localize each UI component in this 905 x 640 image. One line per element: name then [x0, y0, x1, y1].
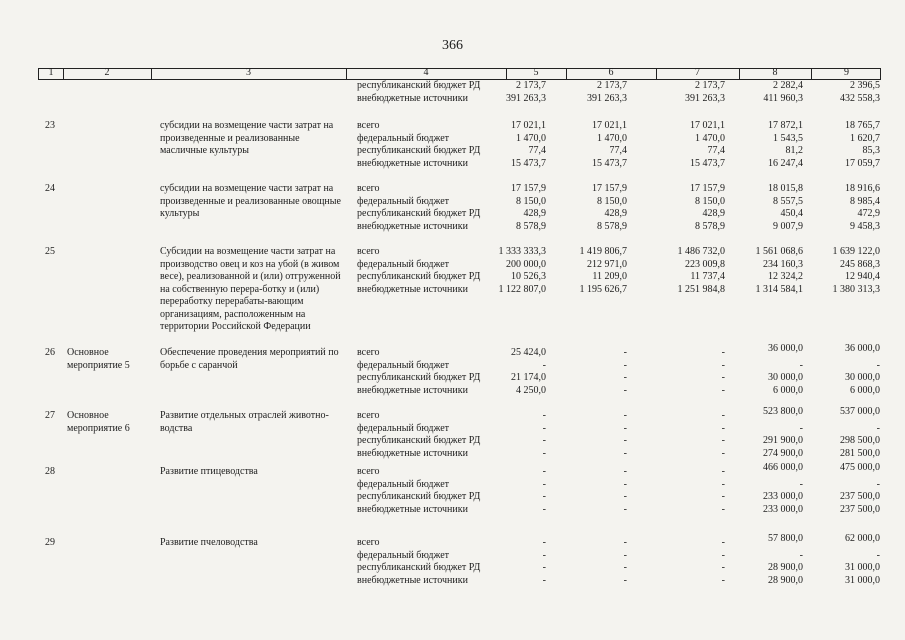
value-cell: - [799, 422, 803, 434]
value-cell: 245 868,3 [840, 258, 880, 270]
value-cell: 77,4 [609, 145, 627, 156]
value-cell: - [721, 359, 725, 371]
value-cell: 10 526,3 [511, 271, 546, 282]
value-cell: - [623, 372, 627, 383]
value-cell: 411 960,3 [763, 92, 803, 104]
funding-source-label: внебюджетные источники [357, 574, 468, 586]
value-cell: 428,9 [702, 208, 725, 219]
value-cell: 2 173,7 [695, 80, 725, 91]
value-cell: 25 424,0 [511, 347, 546, 358]
funding-source-label: федеральный бюджет [357, 132, 450, 144]
funding-source-label: всего [357, 347, 380, 358]
funding-source-label: республиканский бюджет РД [357, 208, 481, 219]
value-cell: 17 059,7 [845, 157, 880, 169]
value-cell: 30 000,0 [768, 372, 803, 383]
value-cell: 12 940,4 [845, 271, 880, 282]
value-cell: 1 639 122,0 [832, 246, 880, 257]
value-cell: - [799, 549, 803, 561]
value-cell: 57 800,0 [768, 533, 803, 544]
value-cell: - [721, 384, 725, 396]
funding-source-label: республиканский бюджет РД [357, 271, 481, 282]
value-cell: - [542, 466, 546, 477]
entry-title: Субсидии на возмещение части затрат на производство овец и коз на убой (в живом весе), реализованной и (или) отгруженной на собственную перера-ботку и (или) переработку перерабаты-вающим организациям, расположенным на территории Российской Федерации [160, 246, 341, 332]
value-cell: 8 150,0 [597, 195, 627, 207]
value-cell: 62 000,0 [845, 533, 880, 544]
value-cell: - [721, 491, 725, 502]
entry-title: субсидии на возмещение части затрат на произведенные и реализованные овощные культуры [160, 183, 341, 219]
value-cell: 15 473,7 [511, 157, 546, 169]
value-cell: 2 282,4 [773, 80, 803, 91]
value-cell: 428,9 [604, 208, 627, 219]
funding-source-label: внебюджетные источники [357, 447, 468, 459]
funding-source-label: федеральный бюджет [357, 258, 450, 270]
value-cell: - [542, 491, 546, 502]
value-cell: 1 620,7 [850, 132, 880, 144]
value-cell: 2 173,7 [597, 80, 627, 91]
value-cell: 1 380 313,3 [832, 283, 880, 295]
entry-number: 25 [45, 246, 55, 257]
value-cell: - [623, 549, 627, 561]
value-cell: 17 157,9 [690, 183, 725, 194]
value-cell: 1 251 984,8 [677, 283, 725, 295]
event-name: Основное мероприятие 5 [67, 347, 130, 371]
value-cell: 18 765,7 [845, 120, 880, 131]
value-cell: 1 333 333,3 [498, 246, 546, 257]
value-cell: - [721, 422, 725, 434]
value-cell: 472,9 [857, 208, 880, 219]
value-cell: 17 872,1 [768, 120, 803, 131]
value-cell: - [721, 372, 725, 383]
value-cell: - [542, 503, 546, 515]
value-cell: 1 543,5 [773, 132, 803, 144]
funding-source-label: внебюджетные источники [357, 384, 468, 396]
funding-source-label: всего [357, 410, 380, 421]
value-cell: 8 578,9 [597, 220, 627, 232]
value-cell: 466 000,0 [763, 462, 803, 473]
value-cell: 12 324,2 [768, 271, 803, 282]
value-cell: 21 174,0 [511, 372, 546, 383]
value-cell: 18 015,8 [768, 183, 803, 194]
funding-source-label: республиканский бюджет РД [357, 435, 481, 446]
funding-source-label: федеральный бюджет [357, 359, 450, 371]
column-header-7: 7 [695, 67, 700, 78]
value-cell: 391 263,3 [587, 92, 627, 104]
value-cell: - [623, 478, 627, 490]
value-cell: 8 150,0 [695, 195, 725, 207]
value-cell: 17 021,1 [511, 120, 546, 131]
value-cell: 18 916,6 [845, 183, 880, 194]
value-cell: 16 247,4 [768, 157, 803, 169]
value-cell: 233 000,0 [763, 503, 803, 515]
value-cell: - [542, 447, 546, 459]
value-cell: 77,4 [528, 145, 546, 156]
event-name: Основное мероприятие 6 [67, 410, 130, 434]
entry-title: Обеспечение проведения мероприятий по борьбе с саранчой [160, 347, 339, 371]
funding-source-label: всего [357, 537, 380, 548]
value-cell: 9 007,9 [773, 220, 803, 232]
value-cell: - [876, 478, 880, 490]
funding-source-label: всего [357, 183, 380, 194]
column-header-9: 9 [844, 67, 849, 78]
value-cell: 2 396,5 [850, 80, 880, 91]
column-header-8: 8 [772, 67, 778, 78]
funding-source-label: всего [357, 120, 380, 131]
value-cell: - [721, 466, 725, 477]
value-cell: - [721, 537, 725, 548]
value-cell: - [721, 574, 725, 586]
funding-source-label: федеральный бюджет [357, 195, 450, 207]
funding-source-label: внебюджетные источники [357, 283, 468, 295]
value-cell: - [623, 435, 627, 446]
value-cell: - [876, 359, 880, 371]
funding-source-label: внебюджетные источники [357, 92, 468, 104]
value-cell: - [623, 359, 627, 371]
value-cell: 212 971,0 [587, 258, 627, 270]
entry-number: 27 [45, 410, 55, 421]
value-cell: 237 500,0 [840, 503, 880, 515]
value-cell: 28 900,0 [768, 574, 803, 586]
value-cell: 223 009,8 [685, 258, 725, 270]
entry-title: Развитие пчеловодства [160, 537, 258, 548]
value-cell: 432 558,3 [840, 92, 880, 104]
value-cell: 17 021,1 [690, 120, 725, 131]
funding-source-label: федеральный бюджет [357, 422, 450, 434]
value-cell: 8 578,9 [695, 220, 725, 232]
value-cell: 15 473,7 [690, 157, 725, 169]
value-cell: 274 900,0 [763, 447, 803, 459]
value-cell: 1 195 626,7 [579, 283, 627, 295]
entry-title: Развитие отдельных отраслей животно-водства [160, 410, 329, 434]
value-cell: 291 900,0 [763, 435, 803, 446]
value-cell: 391 263,3 [506, 92, 546, 104]
value-cell: 523 800,0 [763, 406, 803, 417]
value-cell: 2 173,7 [516, 80, 546, 91]
value-cell: - [623, 503, 627, 515]
value-cell: - [542, 549, 546, 561]
value-cell: 17 157,9 [511, 183, 546, 194]
value-cell: 1 486 732,0 [677, 246, 725, 257]
value-cell: 9 458,3 [850, 220, 880, 232]
value-cell: 31 000,0 [845, 574, 880, 586]
value-cell: 1 314 584,1 [755, 283, 803, 295]
value-cell: - [623, 562, 627, 573]
value-cell: 233 000,0 [763, 491, 803, 502]
value-cell: 17 021,1 [592, 120, 627, 131]
value-cell: 475 000,0 [840, 462, 880, 473]
value-cell: 1 419 806,7 [579, 246, 627, 257]
value-cell: 1 470,0 [695, 132, 725, 144]
value-cell: 428,9 [523, 208, 546, 219]
entry-number: 28 [45, 466, 55, 477]
value-cell: 1 470,0 [516, 132, 546, 144]
value-cell: 1 561 068,6 [755, 246, 803, 257]
entry-title: субсидии на возмещение части затрат на произведенные и реализованные масличные культуры [160, 120, 334, 156]
funding-source-label: федеральный бюджет [357, 549, 450, 561]
value-cell: - [542, 562, 546, 573]
value-cell: - [542, 435, 546, 446]
value-cell: - [623, 491, 627, 502]
value-cell: - [623, 466, 627, 477]
value-cell: 8 985,4 [850, 195, 880, 207]
funding-source-label: всего [357, 246, 380, 257]
value-cell: - [542, 478, 546, 490]
entry-number: 26 [45, 347, 55, 358]
value-cell: 6 000,0 [773, 384, 803, 396]
value-cell: 8 578,9 [516, 220, 546, 232]
value-cell: - [721, 562, 725, 573]
value-cell: 81,2 [785, 145, 803, 156]
value-cell: - [623, 347, 627, 358]
column-header-2: 2 [104, 67, 110, 78]
value-cell: 77,4 [707, 145, 725, 156]
value-cell: 281 500,0 [840, 447, 880, 459]
value-cell: - [799, 359, 803, 371]
value-cell: - [623, 537, 627, 548]
value-cell: 8 557,5 [773, 195, 803, 207]
value-cell: - [721, 347, 725, 358]
value-cell: 237 500,0 [840, 491, 880, 502]
value-cell: - [799, 478, 803, 490]
value-cell: - [542, 574, 546, 586]
funding-source-label: республиканский бюджет РД [357, 491, 481, 502]
value-cell: - [721, 503, 725, 515]
entry-number: 23 [45, 120, 55, 131]
value-cell: - [721, 447, 725, 459]
value-cell: - [721, 410, 725, 421]
value-cell: 30 000,0 [845, 372, 880, 383]
funding-source-label: республиканский бюджет РД [357, 145, 481, 156]
value-cell: - [876, 549, 880, 561]
funding-source-label: внебюджетные источники [357, 503, 468, 515]
value-cell: 36 000,0 [845, 343, 880, 354]
value-cell: 450,4 [780, 208, 803, 219]
value-cell: 8 150,0 [516, 195, 546, 207]
column-header-4: 4 [423, 67, 429, 78]
value-cell: 31 000,0 [845, 562, 880, 573]
value-cell: 28 900,0 [768, 562, 803, 573]
column-header-5: 5 [533, 67, 539, 78]
value-cell: - [542, 422, 546, 434]
value-cell: 15 473,7 [592, 157, 627, 169]
value-cell: - [542, 410, 546, 421]
value-cell: - [623, 574, 627, 586]
value-cell: - [623, 410, 627, 421]
column-header-row [38, 68, 881, 80]
value-cell: 234 160,3 [763, 258, 803, 270]
entry-number: 24 [45, 183, 55, 194]
value-cell: - [542, 537, 546, 548]
value-cell: 4 250,0 [516, 384, 546, 396]
funding-source-label: республиканский бюджет РД [357, 80, 481, 91]
value-cell: 85,3 [862, 145, 880, 156]
value-cell: 11 737,4 [690, 271, 725, 282]
value-cell: 200 000,0 [506, 258, 546, 270]
entry-title: Развитие птицеводства [160, 466, 258, 477]
column-header-1: 1 [48, 67, 54, 78]
funding-source-label: республиканский бюджет РД [357, 372, 481, 383]
value-cell: - [542, 359, 546, 371]
value-cell: - [623, 422, 627, 434]
value-cell: - [623, 447, 627, 459]
funding-source-label: республиканский бюджет РД [357, 562, 481, 573]
value-cell: 1 470,0 [597, 132, 627, 144]
value-cell: - [876, 422, 880, 434]
value-cell: 537 000,0 [840, 406, 880, 417]
value-cell: 1 122 807,0 [498, 283, 546, 295]
funding-source-label: федеральный бюджет [357, 478, 450, 490]
funding-source-label: внебюджетные источники [357, 157, 468, 169]
value-cell: 17 157,9 [592, 183, 627, 194]
entry-number: 29 [45, 537, 55, 548]
value-cell: 391 263,3 [685, 92, 725, 104]
value-cell: 298 500,0 [840, 435, 880, 446]
column-header-3: 3 [246, 67, 251, 78]
value-cell: - [721, 549, 725, 561]
value-cell: 36 000,0 [768, 343, 803, 354]
value-cell: - [721, 478, 725, 490]
funding-source-label: всего [357, 466, 380, 477]
page-number: 366 [442, 38, 463, 53]
funding-source-label: внебюджетные источники [357, 220, 468, 232]
value-cell: - [623, 384, 627, 396]
value-cell: 11 209,0 [592, 271, 627, 282]
column-header-6: 6 [608, 67, 614, 78]
value-cell: - [721, 435, 725, 446]
value-cell: 6 000,0 [850, 384, 880, 396]
